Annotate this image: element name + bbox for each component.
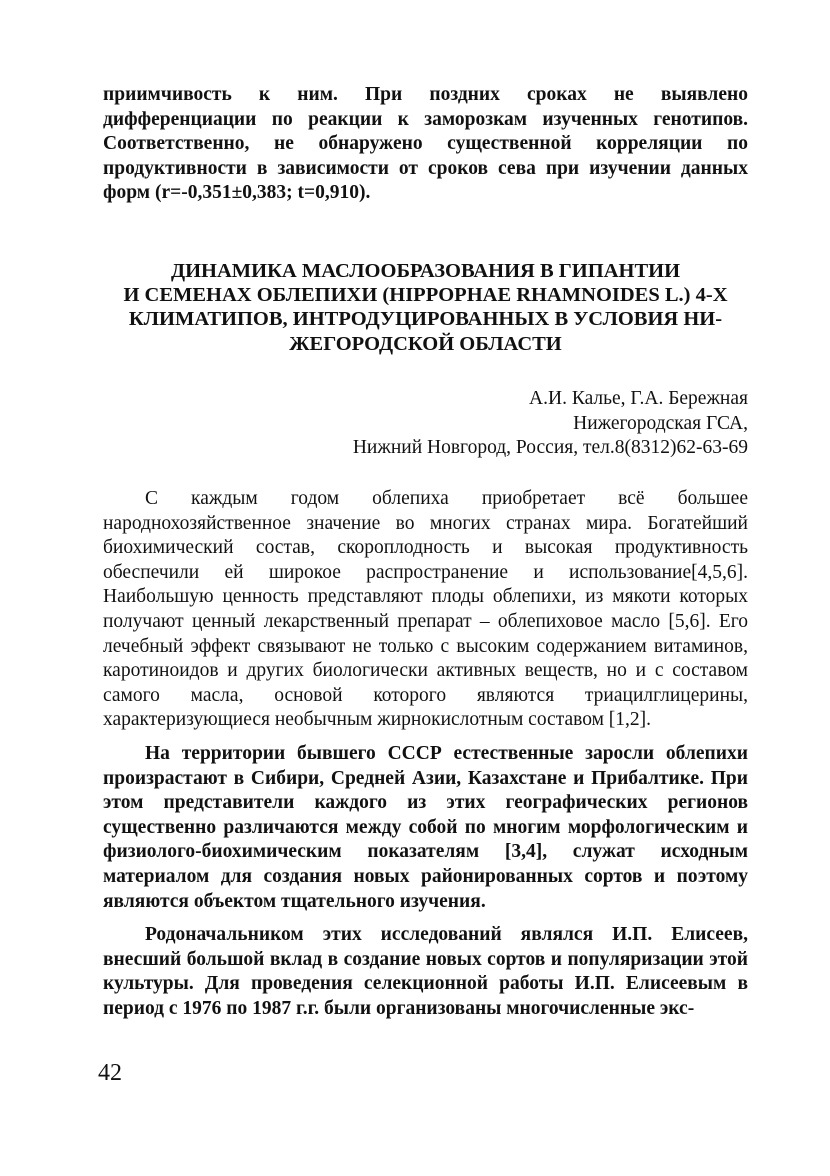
article-title <box>103 259 748 356</box>
author-names: А.И. Калье, Г.А. Бережная <box>529 388 748 409</box>
article-title-line: ЖЕГОРОДСКОЙ ОБЛАСТИ <box>289 332 562 355</box>
previous-article-ending-paragraph: приимчивость к ним. При поздних сроках не выявлено дифференциации по реакции к заморозкам изученных генотипов. Соответственно, не обнаружено существенной корреляции по продуктивности в зависимости от сроков сева при изучении данных форм (r=-0,351±0,383; t=0,910). <box>103 84 748 204</box>
body-paragraph: Родоначальником этих исследований являлся И.П. Елисеев, внесший большой вклад в создание новых сортов и популяризации этой культуры. Для проведения селекционной работы И.П. Елисеевым в период с 1976 по 1987 г.г. были организованы многочисленные экс- <box>103 924 748 1019</box>
body-paragraph: С каждым годом облепиха приобретает всё большее народнохозяйственное значение во многих странах мира. Богатейший биохимический состав, скороплодность и высокая продуктивность обеспечили ей широкое распространение и использование[4,5,6]. Наибольшую ценность представляют плоды облепихи, из мякоти которых получают ценный лекарственный препарат – облепиховое масло [5,6]. Его лечебный эффект связывают не только с высоким содержанием витаминов, каротиноидов и других биологически активных веществ, но и с составом самого масла, основой которого являются триацилглицерины, характеризующиеся необычным жирнокислотным составом [1,2]. <box>103 488 748 731</box>
author-affiliation: Нижегородская ГСА, <box>573 412 748 434</box>
article-body <box>103 487 748 1021</box>
article-title-line: КЛИМАТИПОВ, ИНТРОДУЦИРОВАННЫХ В УСЛОВИЯ НИ- <box>128 308 723 331</box>
article-title-line: И СЕМЕНАХ ОБЛЕПИХИ (HIPPOPHAE RHAMNOIDES L.) 4-Х <box>123 284 728 307</box>
body-paragraph: На территории бывшего СССР естественные заросли облепихи произрастают в Сибири, Средней Азии, Казахстане и Прибалтике. При этом представители каждого из этих географических регионов существенно различаются между собой по многим морфологическим и физиолого-биохимическим показателям [3,4], служат исходным материалом для создания новых районированных сортов и поэтому являются объектом тщательного изучения. <box>103 742 748 912</box>
article-title-line: ДИНАМИКА МАСЛООБРАЗОВАНИЯ В ГИПАНТИИ <box>170 260 681 282</box>
page-number: 42 <box>98 1060 122 1086</box>
author-address: Нижний Новгород, Россия, тел.8(8312)62-63-69 <box>352 437 748 459</box>
author-block <box>103 387 748 461</box>
